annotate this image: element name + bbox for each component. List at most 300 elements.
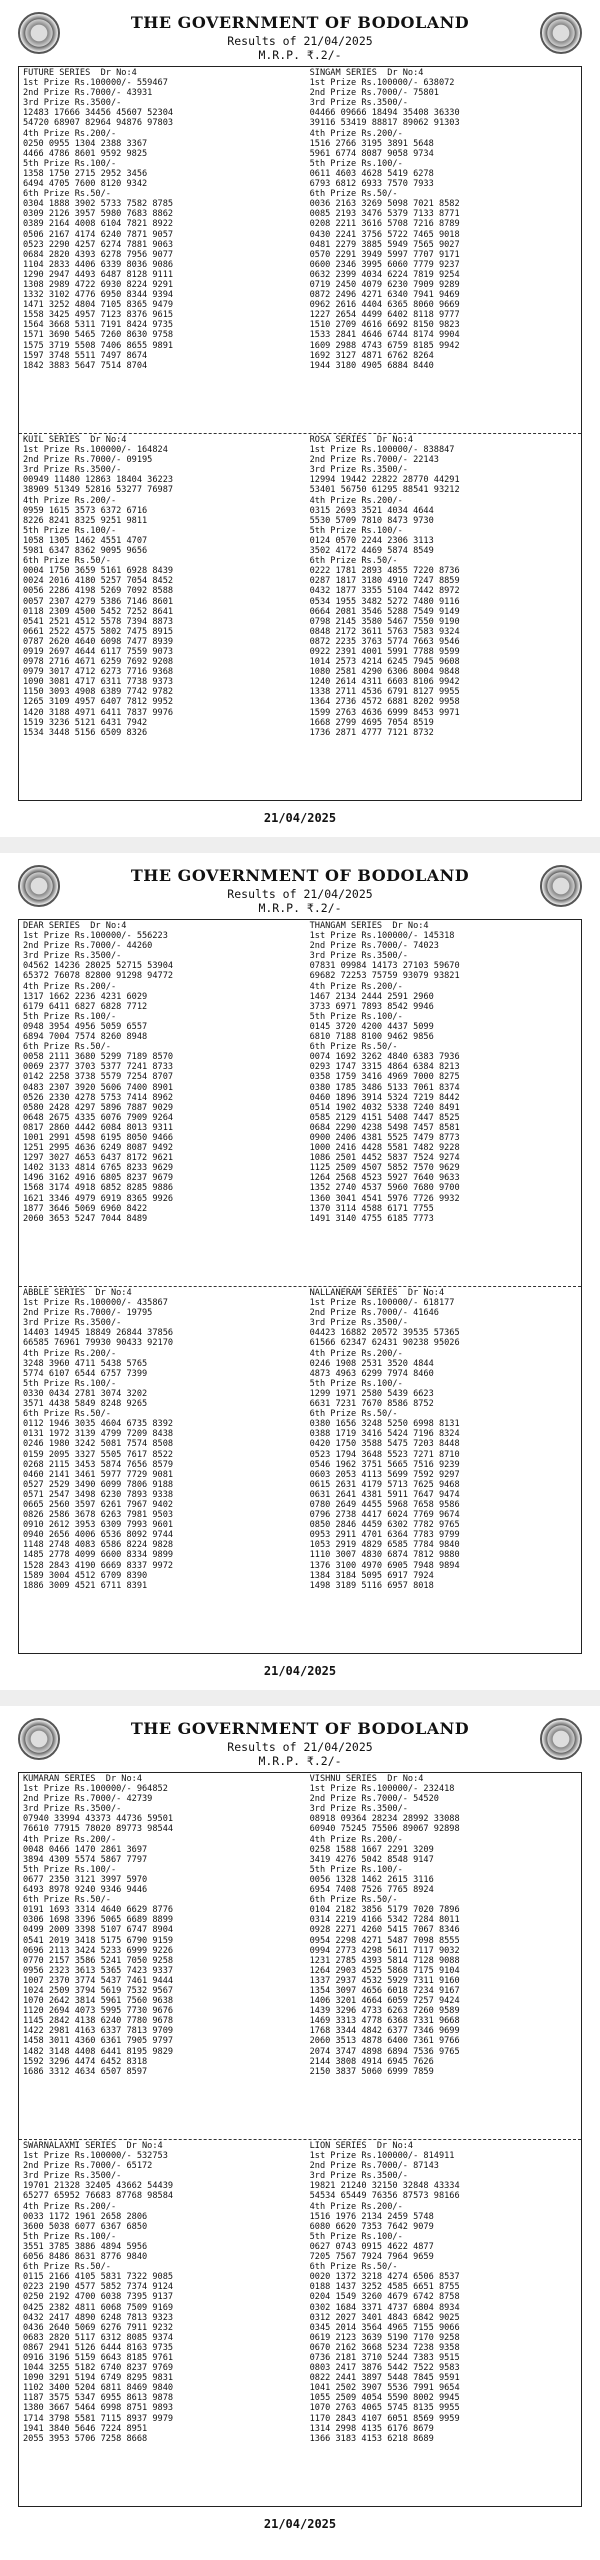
result-line: 6810 7188 8100 9462 9856 [309,1032,434,1043]
footer-date: 21/04/2025 [263,2517,337,2531]
result-line: 6th Prize Rs.50/- [309,1895,398,1906]
result-line: 0204 1549 3260 4679 6742 8758 [309,2292,460,2303]
result-line: 1120 2694 4073 5995 7730 9676 [23,2006,174,2017]
result-line: 0661 2522 4575 5802 7475 8915 [23,626,174,637]
result-line: 1358 1750 2715 2952 3456 [23,168,148,179]
result-line: 3rd Prize Rs.3500/- [23,951,122,962]
result-line: 3502 4172 4469 5874 8549 [309,546,434,557]
result-line: 3894 4309 5574 5867 7797 [23,1854,148,1865]
result-line: 1150 3093 4908 6389 7742 9782 [23,687,174,698]
result-line: 0188 1437 3252 4585 6651 8755 [309,2282,460,2293]
result-line: 0959 1615 3573 6372 6716 [23,505,148,516]
result-line: 1st Prize Rs.100000/- 838847 [309,445,455,456]
result-line: 3rd Prize Rs.3500/- [23,2171,122,2182]
results-date-line: Results of 21/04/2025 [227,34,373,48]
result-line: 1519 3236 5121 6431 7942 [23,717,148,728]
result-line: 2nd Prize Rs.7000/- 87143 [309,2161,439,2172]
result-line: 0798 2145 3580 5467 7550 9190 [309,616,460,627]
result-line: 54720 68907 82964 94876 97803 [23,118,174,129]
result-line: 1086 2501 4452 5837 7524 9274 [309,1153,460,1164]
result-line: 0534 1955 3482 5272 7480 9116 [309,596,460,607]
result-line: 6793 6812 6933 7570 7933 [309,179,434,190]
result-line: 4th Prize Rs.200/- [23,1348,117,1359]
result-line: 1944 3180 4905 6884 8440 [309,360,434,371]
series-heading: KUIL SERIES Dr No:4 [23,435,127,445]
result-line: 0541 2019 3418 5175 6790 9159 [23,1935,174,1946]
result-line: 2nd Prize Rs.7000/- 65172 [23,2161,153,2172]
result-line: 5th Prize Rs.100/- [23,1378,117,1389]
result-line: 3551 3785 3886 4894 5956 [23,2241,148,2252]
result-line: 0389 2164 4008 6104 7821 8922 [23,219,174,230]
result-line: 0956 2323 3613 5365 7423 9337 [23,1965,174,1976]
series-results-column [306,2140,581,2445]
result-line: 5th Prize Rs.100/- [23,1864,117,1875]
result-line: 4th Prize Rs.200/- [23,1834,117,1845]
result-line: 66585 76961 79930 90433 92170 [23,1338,174,1349]
result-line: 0822 2441 3897 5448 7845 9591 [309,2373,460,2384]
sheet-header [0,0,600,64]
result-line: 0208 2211 3616 5708 7216 8789 [309,219,460,230]
result-line: 6080 6620 7353 7642 9079 [309,2221,434,2232]
result-line: 0191 1693 3314 4640 6629 8776 [23,1905,174,1916]
result-line: 2144 3808 4914 6945 7626 [309,2056,434,2067]
result-line: 0684 2290 4238 5498 7457 8581 [309,1122,460,1133]
result-line: 0684 2820 4393 6278 7956 9077 [23,249,174,260]
result-line: 1877 3646 5069 6960 8422 [23,1203,148,1214]
result-line: 0499 2009 3398 5107 6747 8904 [23,1925,174,1936]
result-line: 0436 2640 5069 6276 7911 9232 [23,2322,174,2333]
result-line: 1125 2509 4507 5852 7570 9629 [309,1163,460,1174]
series-heading: THANGAM SERIES Dr No:4 [309,921,429,931]
result-line: 0922 2391 4001 5991 7788 9599 [309,646,460,657]
result-line: 0430 2241 3756 5722 7465 9018 [309,229,460,240]
series-results-column [306,920,581,1225]
result-line: 0796 2738 4417 6024 7769 9674 [309,1510,460,1521]
result-line: 0867 2941 5126 6444 8163 9735 [23,2342,174,2353]
result-line: 5th Prize Rs.100/- [23,158,117,169]
result-line: 4th Prize Rs.200/- [309,1348,403,1359]
result-line: 0514 1902 4032 5338 7240 8491 [309,1102,460,1113]
result-line: 1592 3296 4474 6452 8318 [23,2056,148,2067]
result-line: 0546 1962 3751 5665 7516 9239 [309,1459,460,1470]
result-line: 1014 2573 4214 6245 7945 9608 [309,657,460,668]
result-line: 4th Prize Rs.200/- [23,981,117,992]
result-line: 0526 2330 4278 5753 7414 8962 [23,1092,174,1103]
result-line: 39116 53419 88817 89062 91303 [309,118,460,129]
result-line: 0770 2157 3586 5241 7050 9258 [23,1955,174,1966]
series-pair [19,1773,581,2140]
result-line: 1058 1305 1462 4551 4707 [23,535,148,546]
result-line: 0665 2560 3597 6261 7967 9402 [23,1499,174,1510]
result-line: 1297 3027 4653 6437 8172 9621 [23,1153,174,1164]
result-line: 0631 2641 4381 5911 7647 9474 [309,1489,460,1500]
result-line: 0826 2586 3678 6263 7981 9503 [23,1510,174,1521]
series-heading: KUMARAN SERIES Dr No:4 [23,1774,142,1784]
result-line: 5774 6107 6544 6757 7399 [23,1368,148,1379]
series-pair [19,2140,581,2507]
series-heading: ABBLE SERIES Dr No:4 [23,1288,132,1298]
result-line: 0159 2095 3327 5505 7617 8522 [23,1449,174,1460]
result-line: 0648 2675 4335 6076 7909 9264 [23,1112,174,1123]
result-line: 1941 3840 5646 7224 8951 [23,2423,148,2434]
result-line: 7205 7567 7924 7964 9659 [309,2252,434,2263]
series-heading: DEAR SERIES Dr No:4 [23,921,127,931]
result-line: 0145 3720 4200 4437 5099 [309,1021,434,1032]
result-line: 0910 2612 3953 6309 7993 9601 [23,1520,174,1531]
result-line: 1422 2981 4163 6337 7813 9709 [23,2026,174,2037]
result-line: 1st Prize Rs.100000/- 435867 [23,1298,168,1309]
result-line: 1044 3255 5182 6740 8237 9769 [23,2363,174,2374]
result-line: 3rd Prize Rs.3500/- [23,98,122,109]
result-line: 8226 8241 8325 9251 9811 [23,515,148,526]
result-line: 76610 77915 78020 89773 98544 [23,1824,174,1835]
result-line: 0872 2235 3763 5774 7663 9546 [309,636,460,647]
result-line: 0603 2053 4113 5699 7592 9297 [309,1469,460,1480]
series-results-column [19,1287,294,1592]
result-line: 0306 1698 3396 5065 6689 8899 [23,1915,174,1926]
result-line: 0872 2496 4271 6340 7941 9469 [309,290,460,301]
result-line: 5981 6347 8362 9095 9656 [23,546,148,557]
result-line: 1055 2509 4054 5590 8002 9945 [309,2393,460,2404]
result-line: 5th Prize Rs.100/- [309,1011,403,1022]
result-line: 0004 1750 3659 5161 6928 8439 [23,566,174,577]
result-line: 0541 2521 4512 5578 7394 8873 [23,616,174,627]
result-line: 1080 2581 4290 6306 8004 9848 [309,667,460,678]
result-line: 6631 7231 7670 8586 8752 [309,1399,434,1410]
result-line: 1516 2766 3195 3891 5648 [309,138,434,149]
result-line: 6493 8978 9240 9346 9446 [23,1885,148,1896]
result-line: 2060 3653 5247 7044 8489 [23,1213,148,1224]
result-line: 3rd Prize Rs.3500/- [23,1318,122,1329]
results-box [18,919,582,1654]
result-line: 0223 2190 4577 5852 7374 9124 [23,2282,174,2293]
result-line: 65372 76078 82800 91298 94772 [23,971,174,982]
result-line: 1768 3344 4842 6377 7346 9699 [309,2026,460,2037]
result-line: 5th Prize Rs.100/- [309,1864,403,1875]
result-line: 0312 2027 3401 4843 6842 9025 [309,2312,460,2323]
result-line: 0057 2307 4279 5386 7146 8601 [23,596,174,607]
result-line: 0287 1817 3180 4910 7247 8859 [309,576,460,587]
series-results-column [19,2140,294,2445]
result-line: 4873 4963 6299 7974 8460 [309,1368,434,1379]
sheet-title: THE GOVERNMENT OF BODOLAND [130,1719,470,1738]
result-line: 0112 1946 3035 4604 6735 8392 [23,1419,174,1430]
government-seal-icon [540,12,582,54]
result-line: 0953 2911 4701 6364 7783 9799 [309,1530,460,1541]
result-line: 1290 2947 4493 6487 8128 9111 [23,269,174,280]
result-line: 1458 3011 4360 6361 7905 9797 [23,2036,174,2047]
result-line: 1599 2763 4636 6999 8453 9971 [309,707,460,718]
result-line: 1st Prize Rs.100000/- 618177 [309,1298,455,1309]
result-line: 3600 5038 6077 6367 6850 [23,2221,148,2232]
result-line: 4th Prize Rs.200/- [309,2201,403,2212]
result-line: 1496 3162 4916 6805 8237 9679 [23,1173,174,1184]
result-line: 1485 2778 4099 6600 8334 9899 [23,1550,174,1561]
sheet-gap [0,1690,600,1706]
result-line: 1041 2502 3907 5536 7991 9654 [309,2383,460,2394]
result-line: 1332 3102 4776 6950 8344 9394 [23,290,174,301]
result-line: 0330 0434 2781 3074 3202 [23,1388,148,1399]
result-line: 14403 14945 18849 26844 37856 [23,1328,174,1339]
result-line: 4th Prize Rs.200/- [309,128,403,139]
results-date-line: Results of 21/04/2025 [227,1740,373,1754]
result-line: 3rd Prize Rs.3500/- [309,951,408,962]
result-line: 1558 3425 4957 7123 8376 9615 [23,310,174,321]
result-line: 2150 3837 5060 6999 7859 [309,2066,434,2077]
result-line: 4th Prize Rs.200/- [23,128,117,139]
result-line: 1st Prize Rs.100000/- 232418 [309,1784,455,1795]
result-line: 1668 2799 4695 7054 8519 [309,717,434,728]
result-line: 0919 2697 4644 6117 7559 9073 [23,646,174,657]
series-results-column [19,67,294,372]
result-line: 0696 2113 3424 5233 6999 9226 [23,1945,174,1956]
result-line: 0460 1896 3914 5324 7219 8442 [309,1092,460,1103]
result-line: 1692 3127 4871 6762 8264 [309,350,434,361]
result-line: 1090 3081 4717 6311 7738 9373 [23,677,174,688]
result-line: 1571 3690 5465 7260 8630 9758 [23,330,174,341]
result-line: 0048 0466 1470 2861 3697 [23,1844,148,1855]
result-line: 0222 1781 2893 4855 7220 8736 [309,566,460,577]
result-line: 0380 1785 3486 5133 7061 8374 [309,1082,460,1093]
result-line: 1227 2654 4499 6402 8118 9777 [309,310,460,321]
result-line: 0304 1888 3902 5733 7582 8785 [23,199,174,210]
result-line: 0850 2846 4459 6302 7782 9765 [309,1520,460,1531]
result-line: 6179 6411 6827 6828 7712 [23,1001,148,1012]
series-results-column [19,920,294,1225]
result-line: 1534 3448 5156 6509 8326 [23,727,148,738]
result-line: 1231 2785 4393 5814 7128 9088 [309,1955,460,1966]
result-line: 08918 09364 28234 28992 33088 [309,1814,460,1825]
result-line: 2nd Prize Rs.7000/- 74023 [309,941,439,952]
result-line: 1st Prize Rs.100000/- 964852 [23,1784,168,1795]
result-line: 61566 62347 62431 90238 95026 [309,1338,460,1349]
result-line: 1597 3748 5511 7497 8674 [23,350,148,361]
result-line: 5th Prize Rs.100/- [309,2231,403,2242]
result-line: 0380 1656 3248 5250 6998 8131 [309,1419,460,1430]
result-line: 0250 0955 1304 2388 3367 [23,138,148,149]
result-line: 0632 2399 4034 6224 7819 9254 [309,269,460,280]
result-line: 0250 2192 4700 6038 7395 9137 [23,2292,174,2303]
result-line: 2nd Prize Rs.7000/- 41646 [309,1308,439,1319]
series-heading: SINGAM SERIES Dr No:4 [309,68,424,78]
result-line: 1317 1662 2236 4231 6029 [23,991,148,1002]
result-line: 6th Prize Rs.50/- [309,1409,398,1420]
result-line: 1308 2989 4722 6930 8224 9291 [23,279,174,290]
result-line: 0345 2014 3564 4965 7155 9066 [309,2322,460,2333]
result-line: 0570 2291 3949 5997 7707 9171 [309,249,460,260]
result-line: 0948 3954 4956 5059 6557 [23,1021,148,1032]
result-line: 1053 2919 4829 6585 7784 9840 [309,1540,460,1551]
result-line: 0803 2417 3876 5442 7522 9583 [309,2363,460,2374]
result-line: 6th Prize Rs.50/- [23,1409,111,1420]
result-line: 0432 2417 4890 6248 7813 9323 [23,2312,174,2323]
series-results-column [306,1287,581,1592]
result-line: 6th Prize Rs.50/- [23,556,111,567]
mrp-line: M.R.P. ₹.2/- [258,1754,342,1768]
government-seal-icon [540,865,582,907]
result-line: 3rd Prize Rs.3500/- [309,2171,408,2182]
result-line: 0309 2126 3957 5980 7683 8862 [23,209,174,220]
result-line: 6th Prize Rs.50/- [23,2262,111,2273]
result-line: 12483 17666 34456 45607 52304 [23,108,174,119]
result-line: 1384 3184 5095 6917 7924 [309,1570,434,1581]
result-line: 0780 2649 4455 5968 7658 9586 [309,1499,460,1510]
mrp-line: M.R.P. ₹.2/- [258,901,342,915]
series-pair [19,920,581,1287]
result-line: 1364 2736 4572 6881 8202 9958 [309,697,460,708]
result-line: 0033 1172 1961 2658 2806 [23,2211,148,2222]
result-line: 1024 2509 3794 5619 7532 9567 [23,1985,174,1996]
result-line: 6894 7004 7574 8260 8948 [23,1032,148,1043]
result-line: 1090 3291 5194 6749 8295 9831 [23,2373,174,2384]
result-line: 1104 2833 4406 6339 8036 9086 [23,259,174,270]
result-line: 6th Prize Rs.50/- [309,189,398,200]
sheet-gap [0,837,600,853]
result-line: 1st Prize Rs.100000/- 559467 [23,78,168,89]
result-line: 54534 65449 76356 87573 98166 [309,2191,460,2202]
result-line: 0979 3017 4712 6273 7716 9368 [23,667,174,678]
result-line: 0142 2258 3738 5579 7254 8707 [23,1072,174,1083]
result-line: 1406 3201 4664 6059 7257 9424 [309,1996,460,2007]
result-line: 1299 1971 2580 5439 6623 [309,1388,434,1399]
result-line: 1264 2568 4523 5927 7640 9633 [309,1173,460,1184]
result-line: 1265 3109 4957 6407 7812 9952 [23,697,174,708]
result-line: 2nd Prize Rs.7000/- 43931 [23,88,153,99]
result-line: 1264 2903 4525 5868 7175 9104 [309,1965,460,1976]
result-line: 3rd Prize Rs.3500/- [23,1804,122,1815]
result-line: 2nd Prize Rs.7000/- 09195 [23,455,153,466]
result-line: 2nd Prize Rs.7000/- 54520 [309,1794,439,1805]
series-pair [19,434,581,801]
result-sheet [0,1706,600,2543]
result-line: 1528 2843 4190 6669 8337 9972 [23,1560,174,1571]
result-line: 1170 2843 4107 6051 8569 9959 [309,2413,460,2424]
result-line: 6th Prize Rs.50/- [309,556,398,567]
result-line: 1609 2988 4743 6759 8185 9942 [309,340,460,351]
result-line: 2055 3953 5706 7258 8668 [23,2433,148,2444]
government-seal-icon [540,1718,582,1760]
result-line: 2060 3513 4878 6400 7361 9766 [309,2036,460,2047]
result-line: 0246 1980 3242 5081 7574 8508 [23,1439,174,1450]
result-line: 0118 2309 4500 5452 7252 8641 [23,606,174,617]
result-line: 5530 5709 7810 8473 9730 [309,515,434,526]
result-sheet [0,0,600,837]
result-line: 12994 19442 22822 28770 44291 [309,475,460,486]
series-results-column [306,434,581,739]
result-line: 0358 1759 3416 4969 7000 8275 [309,1072,460,1083]
result-line: 0246 1908 2531 3520 4844 [309,1358,434,1369]
result-line: 6th Prize Rs.50/- [309,2262,398,2273]
result-line: 1001 2991 4598 6195 8050 9466 [23,1132,174,1143]
result-line: 0627 0743 0915 4622 4877 [309,2241,434,2252]
result-line: 1070 2642 3814 5961 7560 9638 [23,1996,174,2007]
result-line: 0954 2298 4271 5487 7098 8555 [309,1935,460,1946]
result-line: 2nd Prize Rs.7000/- 19795 [23,1308,153,1319]
results-box [18,66,582,801]
result-line: 1589 3004 4512 6709 8390 [23,1570,148,1581]
result-line: 0293 1747 3315 4864 6384 8213 [309,1062,460,1073]
result-line: 1469 3313 4778 6368 7331 9668 [309,2016,460,2027]
result-line: 5th Prize Rs.100/- [23,525,117,536]
series-pair [19,1287,581,1654]
result-line: 0664 2081 3546 5288 7549 9149 [309,606,460,617]
result-line: 1471 3252 4804 7105 8365 9479 [23,300,174,311]
result-line: 1187 3575 5347 6955 8613 9878 [23,2393,174,2404]
result-line: 1714 3798 5581 7115 8937 9979 [23,2413,174,2424]
result-line: 0817 2860 4442 6084 8013 9311 [23,1122,174,1133]
result-line: 1420 3188 4971 6411 7837 9976 [23,707,174,718]
result-line: 1st Prize Rs.100000/- 532753 [23,2151,168,2162]
result-line: 1352 2740 4537 5960 7680 9700 [309,1183,460,1194]
result-line: 0085 2193 3476 5379 7133 8771 [309,209,460,220]
result-line: 6th Prize Rs.50/- [23,1895,111,1906]
result-line: 0940 2656 4006 6536 8092 9744 [23,1530,174,1541]
result-line: 6th Prize Rs.50/- [23,1042,111,1053]
result-line: 0916 3196 5159 6643 8185 9761 [23,2352,174,2363]
footer-date: 21/04/2025 [263,1664,337,1678]
result-line: 5961 6774 8087 9058 9734 [309,148,434,159]
result-line: 1533 2841 4646 6744 8174 9904 [309,330,460,341]
result-line: 0315 2693 3521 4034 4644 [309,505,434,516]
result-line: 1686 3312 4634 6507 8597 [23,2066,148,2077]
result-line: 4466 4786 8601 9592 9825 [23,148,148,159]
result-line: 00949 11480 12863 18404 36223 [23,475,174,486]
mrp-line: M.R.P. ₹.2/- [258,48,342,62]
result-line: 6th Prize Rs.50/- [309,1042,398,1053]
result-line: 0848 2172 3611 5763 7583 9324 [309,626,460,637]
result-line: 1842 3883 5647 7514 8704 [23,360,148,371]
result-line: 1886 3009 4521 6711 8391 [23,1580,148,1591]
result-line: 0302 1684 3371 4737 6804 8934 [309,2302,460,2313]
result-line: 0615 2631 4179 5713 7625 9468 [309,1479,460,1490]
results-box [18,1772,582,2507]
result-line: 0571 2547 3498 6230 7893 9338 [23,1489,174,1500]
result-line: 0736 2181 3710 5244 7383 9515 [309,2352,460,2363]
result-line: 0388 1719 3416 5424 7196 8324 [309,1429,460,1440]
result-line: 0978 2716 4671 6259 7692 9208 [23,657,174,668]
result-line: 1110 3007 4830 6874 7812 9880 [309,1550,460,1561]
result-line: 3rd Prize Rs.3500/- [309,465,408,476]
result-line: 38909 51349 52816 53277 76987 [23,485,174,496]
result-line: 2074 3747 4898 6894 7536 9765 [309,2046,460,2057]
result-line: 1467 2134 2444 2591 2960 [309,991,434,1002]
result-line: 0962 2616 4404 6365 8060 9669 [309,300,460,311]
sheet-header [0,853,600,917]
result-line: 19701 21328 32405 43662 54439 [23,2181,174,2192]
result-line: 1568 3174 4918 6852 8285 9886 [23,1183,174,1194]
result-line: 04562 14236 28025 52715 53904 [23,961,174,972]
result-line: 1575 3719 5508 7406 8655 9891 [23,340,174,351]
result-line: 3733 6971 7893 8542 9946 [309,1001,434,1012]
result-line: 0425 2382 4811 6068 7509 9169 [23,2302,174,2313]
result-line: 0928 2271 4260 5415 7067 8346 [309,1925,460,1936]
series-results-column [306,1773,581,2078]
result-line: 1564 3668 5311 7191 8424 9735 [23,320,174,331]
result-line: 0056 2286 4198 5269 7092 8588 [23,586,174,597]
result-line: 4th Prize Rs.200/- [23,2201,117,2212]
result-line: 4th Prize Rs.200/- [23,495,117,506]
result-line: 0056 1328 1462 2615 3116 [309,1874,434,1885]
result-line: 2nd Prize Rs.7000/- 75801 [309,88,439,99]
result-line: 1st Prize Rs.100000/- 556223 [23,931,168,942]
result-line: 1145 2842 4138 6240 7780 9678 [23,2016,174,2027]
result-line: 5th Prize Rs.100/- [23,1011,117,1022]
series-heading: FUTURE SERIES Dr No:4 [23,68,137,78]
result-line: 1360 3041 4541 5976 7726 9932 [309,1193,460,1204]
result-line: 2nd Prize Rs.7000/- 44260 [23,941,153,952]
result-line: 3248 3960 4711 5438 5765 [23,1358,148,1369]
series-heading: SWARNALAXMI SERIES Dr No:4 [23,2141,163,2151]
